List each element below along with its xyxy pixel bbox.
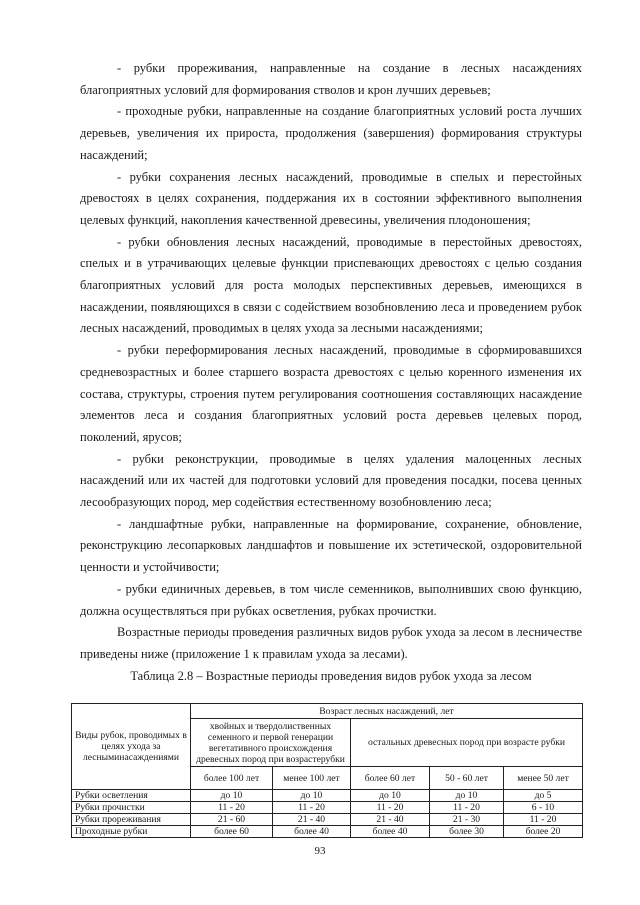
paragraph-single-tree-cutting: - рубки единичных деревьев, в том числе семенников, выполнивших свою функцию, должна осуществляться при рубках осветления, рубках прочистки. bbox=[80, 581, 582, 618]
row-name-cell: Рубки прореживания bbox=[72, 814, 191, 826]
table-header-row-1 bbox=[72, 704, 583, 719]
table-cell: 21 - 30 bbox=[430, 814, 504, 826]
table-row bbox=[72, 790, 583, 802]
table-cell: 11 - 20 bbox=[430, 802, 504, 814]
table-row bbox=[72, 814, 583, 826]
paragraph-landscape-cutting: - ландшафтные рубки, направленные на формирование, сохранение, обновление, реконструкцию лесопарковых ландшафтов и повышение их эстетической, оздоровительной ценности и устойчивости; bbox=[80, 516, 582, 575]
table-cell: более 60 bbox=[191, 826, 273, 838]
table-cell: 6 - 10 bbox=[504, 802, 583, 814]
table-cell: до 5 bbox=[504, 790, 583, 802]
paragraph-renewal-cutting: - рубки обновления лесных насаждений, проводимые в перестойных древостоях, спелых и в утрачивающих целевые функции приспевающих древостоях с целью создания благоприятных условий для роста молодых перспективных деревьев, имеющихся в насаждении, появляющихся в связи с содействием возобновлению леса и проведением рубок лесных насаждений, проводимых в целях ухода за лесными насаждениями; bbox=[80, 234, 582, 336]
row-name-cell: Проходные рубки bbox=[72, 826, 191, 838]
table-cell: 21 - 40 bbox=[351, 814, 430, 826]
table-row bbox=[72, 802, 583, 814]
paragraph-reconstruction-cutting: - рубки реконструкции, проводимые в целях удаления малоценных лесных насаждений или их частей для подготовки условий для проведения посадки, посева ценных лесообразующих пород, мер содействия естественному возобновлению леса; bbox=[80, 451, 582, 510]
group-header-cell: Возраст лесных насаждений, лет bbox=[191, 704, 583, 719]
paragraph-conservation-cutting: - рубки сохранения лесных насаждений, проводимые в спелых и перестойных древостоях в целях сохранения, поддержания их в состоянии эффективного выполнения целевых функций, накопления качественной древесины, увеличения плодоношения; bbox=[80, 169, 582, 227]
table-cell: 21 - 40 bbox=[273, 814, 351, 826]
row-name-cell: Рубки прочистки bbox=[72, 802, 191, 814]
table-cell: более 20 bbox=[504, 826, 583, 838]
table-cell: 11 - 20 bbox=[273, 802, 351, 814]
table-cell: более 30 bbox=[430, 826, 504, 838]
column-header: более 100 лет bbox=[191, 767, 273, 790]
table-cell: до 10 bbox=[351, 790, 430, 802]
row-name-cell: Рубки осветления bbox=[72, 790, 191, 802]
table-cell: 21 - 60 bbox=[191, 814, 273, 826]
column-header: менее 100 лет bbox=[273, 767, 351, 790]
table-cell: 11 - 20 bbox=[504, 814, 583, 826]
page-number: 93 bbox=[314, 845, 326, 857]
table-cell: более 40 bbox=[351, 826, 430, 838]
table-row bbox=[72, 826, 583, 838]
table-cell: более 40 bbox=[273, 826, 351, 838]
column-header: 50 - 60 лет bbox=[430, 767, 504, 790]
table-cell: 11 - 20 bbox=[191, 802, 273, 814]
paragraph-thinning: - рубки прореживания, направленные на создание в лесных насаждениях благоприятных условий для формирования стволов и крон лучших деревьев; bbox=[80, 61, 582, 97]
table-caption: Таблица 2.8 – Возрастные периоды проведения видов рубок ухода за лесом bbox=[130, 668, 532, 683]
subgroup-header-conifer: хвойных и твердолиственных семенного и первой генерации вегетативного происхождения древесных пород при возрастерубки bbox=[191, 719, 351, 767]
table-cell: до 10 bbox=[273, 790, 351, 802]
table-cell: до 10 bbox=[430, 790, 504, 802]
row-header-cell: Виды рубок, проводимых в целях ухода за лесныминасаждениями bbox=[72, 704, 191, 790]
paragraph-reformation-cutting: - рубки переформирования лесных насаждений, проводимые в сформировавшихся средневозрастных и более старшего возраста древостоях с целью коренного изменения их состава, структуры, строения путем регулирования соотношения составляющих насаждение элементов леса и создания благоприятных условий роста деревьев целевых пород, поколений, ярусов; bbox=[80, 343, 582, 444]
paragraph-passage-cutting: - проходные рубки, направленные на создание благоприятных условий роста лучших деревьев, увеличения их прироста, продолжения (завершения) формирования структуры насаждений; bbox=[80, 104, 582, 162]
body-text bbox=[80, 58, 582, 687]
subgroup-header-other: остальных древесных пород при возрасте рубки bbox=[351, 719, 583, 767]
table-cell: до 10 bbox=[191, 790, 273, 802]
paragraph-age-periods-intro: Возрастные периоды проведения различных видов рубок ухода за лесом в лесничестве приведены ниже (приложение 1 к правилам ухода за лесами). bbox=[80, 625, 582, 661]
table-cell: 11 - 20 bbox=[351, 802, 430, 814]
column-header: менее 50 лет bbox=[504, 767, 583, 790]
column-header: более 60 лет bbox=[351, 767, 430, 790]
age-periods-table bbox=[71, 703, 583, 838]
